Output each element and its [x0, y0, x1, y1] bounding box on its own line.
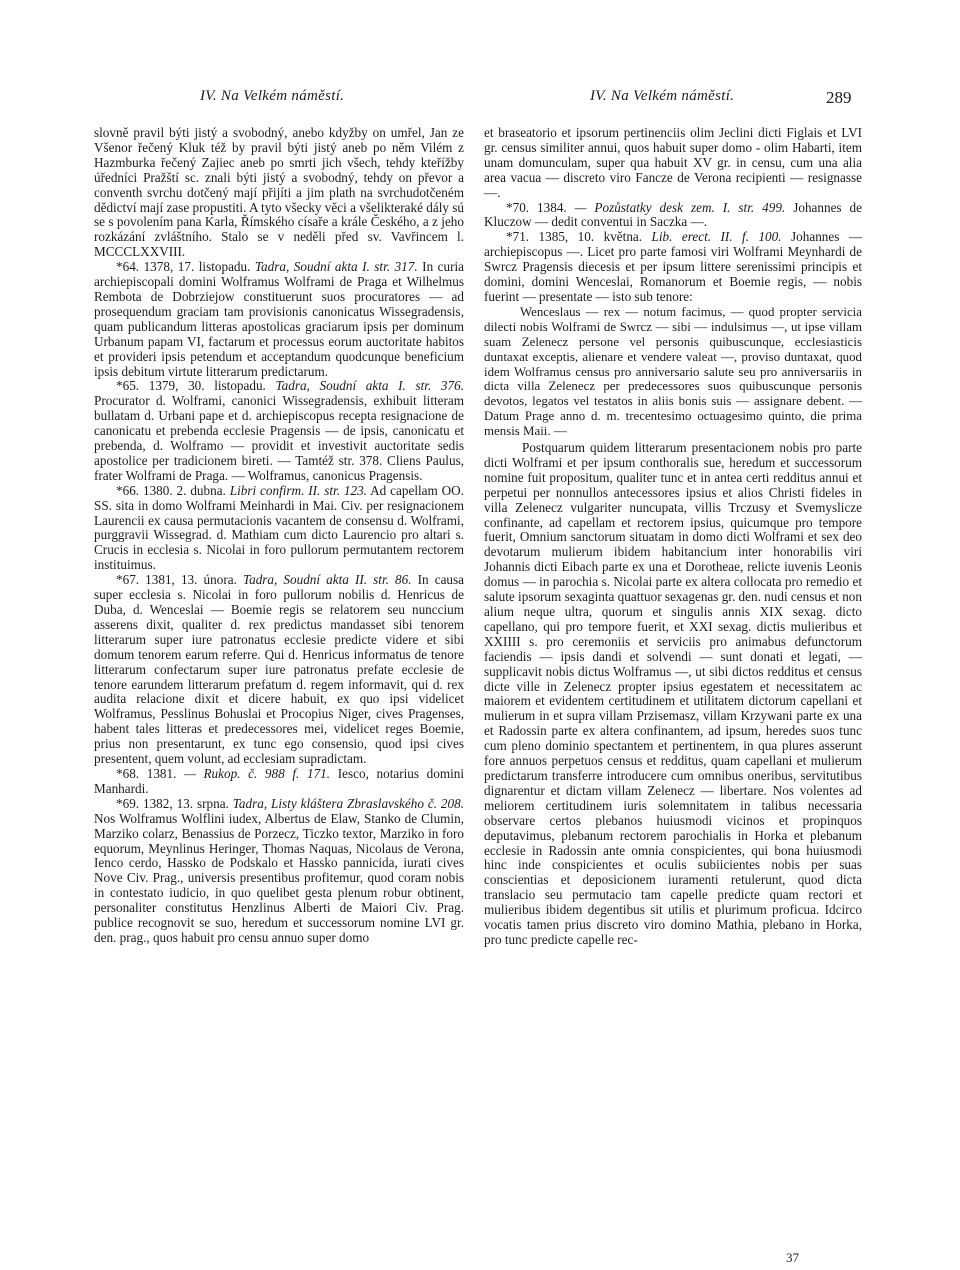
entry-heading: *66. 1380. 2. dubna.	[116, 482, 226, 498]
entry-source: Tadra, Soudní akta I. str. 317.	[254, 259, 418, 275]
register-entry	[94, 767, 464, 797]
entry-text: Ad capellam OO. SS. sita in domo Wolframi Meinhardi in Mai. Civ. per resignacionem Laurencii ex causa permutacionis vacantem de consensu d. Wolframi, purggravii Wissegrad. d. Mathiam cum dicto Laurencio pro altari s. Crucis in ecclesia s. Nicolai in foro pullorum permutantem rectorem instituimus.	[94, 482, 464, 573]
register-entry	[484, 201, 862, 231]
entry-source: — Rukop. č. 988 f. 171.	[184, 765, 331, 781]
paragraph	[484, 126, 862, 201]
signature-mark: 37	[786, 1250, 799, 1265]
running-head-left: IV. Na Velkém náměstí.	[200, 88, 345, 104]
right-text-column	[484, 126, 862, 948]
entry-text: Procurator d. Wolframi, canonici Wissegradensis, exhibuit litteram bullatam d. Urbani pape et d. archiepiscopus recepta resignacione de canonicatu et prebenda ecclesie Pragensis — de ipsis, canonicatu et prebenda, d. Wolframo — providit et investivit auctoritate sedis apostolice per tradicionem bireti. — Tamtéž str. 378. Cliens Paulus, frater Wolframi de Praga. — Wolframus, canonicus Pragensis.	[94, 393, 464, 483]
register-entry	[94, 260, 464, 379]
entry-heading: *67. 1381, 13. února.	[116, 572, 237, 588]
entry-text: In causa super ecclesia s. Nicolai in foro pullorum nobilis d. Henricus de Duba, d. Wenceslai — Boemie regis se relatorem seu nunccium asserens dixit, qualiter d. rex predictus mandasset sibi tenorem litterarum super iure patronatus ecclesie predicte videre et sibi domum tenorem earum referre. Qui d. Henricus informatus de tenore litterarum confectarum super iure patronatus prefate ecclesie de tenore earundem litterarum prefatum d. regem informavit, qui d. rex audita relacione dixit et dicere habuit, ex quo ipsi videlicet Wolframus, Pesslinus Bohuslai et Procopius Niger, cives Pragenses, habent tales litteras et predecessores mei, videlicet reges Boemie, prius non presentarunt, ex tunc ego consensio, quod ipsi cives presentent, quem volunt, ad ecclesiam supradictam.	[94, 572, 465, 767]
register-entry	[94, 484, 464, 573]
entry-heading: *65. 1379, 30. listopadu.	[116, 378, 266, 394]
register-entry	[484, 230, 862, 305]
entry-text: Johannes de Kluczow — dedit conventui in Saczka —.	[484, 199, 862, 230]
entry-text: Wenceslaus — rex — notum facimus, — quod propter servicia dilecti nobis Wolframi de Swrcz — sibi — indulsimus —, ut ipse villam suam Zelenecz persone vel personis quibuscunque, ecclesiasticis duntaxat exceptis, alienare et vendere valeat —, proviso duntaxat, quod idem Wolframus census pro anniversario salute seu pro anniversariis in dicta villa Zelenecz per predecessores suos quibuscunque personis devotos, legatos vel testatos in aliis bonis suis — assignare debent. — Datum Prage anno d. m. trecentesimo octuagesimo quinto, die prima mensis Maii. —	[484, 304, 862, 439]
entry-heading: *64. 1378, 17. listopadu.	[116, 259, 251, 275]
register-entry	[94, 573, 464, 767]
entry-heading: *68. 1381.	[116, 765, 177, 781]
entry-text: Nos Wolframus Wolflini iudex, Albertus de Elaw, Stanko de Clumin, Marziko colarz, Benassius de Porzecz, Ticzko textor, Marziko in foro equorum, Meynlinus Heringer, Thomas Naquas, Nicolaus de Verona, Ienco cerdo, Hassko de Podskalo et Hassko pannicida, iurati cives Nove Civ. Prag., universis presentibus profitemur, quod coram nobis in contestato iudicio, in quo quelibet gesta plenum robur obtinent, personaliter constitutus Henzlinus Alberti de Maiori Civ. Prag. publice recognovit se suo, heredum et successorum nomine LVI gr. den. prag., quos habuit pro censu annuo super domo	[94, 810, 464, 945]
entry-source: Libri confirm. II. str. 123.	[229, 482, 367, 498]
entry-source: Tadra, Soudní akta II. str. 86.	[242, 572, 412, 588]
page-number: 289	[826, 88, 852, 107]
entry-source: Tadra, Listy kláštera Zbraslavského č. 208.	[232, 795, 464, 811]
charter-excerpt	[484, 305, 862, 439]
register-entry	[94, 379, 464, 483]
entry-text: In curia archiepiscopali domini Wolframus Wolframi de Praga et Wilhelmus Rembota de Dobrziejow constituerunt suos procuratores — ad prosequendum graciam tam provisionis canonicatus Wissegradensis, quam publicandum litteras apostolicas graciarum ipsis per dominum Urbanum papam VI, factarum et processus eorum auctoritate habitos et provideri ipsis petendum et acceptandum quodcunque beneficium ipsis debitum virtute litterarum predictarum.	[94, 259, 465, 379]
paragraph	[94, 126, 464, 260]
running-head-right: IV. Na Velkém náměstí.	[590, 88, 735, 104]
left-text-column	[94, 126, 464, 946]
entry-source: Tadra, Soudní akta I. str. 376.	[275, 378, 464, 394]
entry-heading: *71. 1385, 10. května.	[506, 229, 643, 245]
entry-heading: *69. 1382, 13. srpna.	[116, 795, 229, 811]
entry-text: slovně pravil býti jistý a svobodný, anebo kdyžby on umřel, Jan ze Všenor řečený Kluk též by pravil býti jistý aneb po něm Vilém z Hazmburka řečený Zajiec aneb po smrti jich všech, tehdy kteřížby úředníci Pražští sc. znali býti jistý a svobodný, tehdy on převor a conventh svrchu dotčený mají přijíti a jim plath na svrchudotčeném dědictví mají zase propustiti. A tyto všecky věci a všelikteraké dály sú se s povolením pana Karla, Římského císaře a krále Českého, a z jeho rozkázání zvláštního. Stalo se v neděli před sv. Vavřincem l. MCCCLXXVIII.	[94, 125, 464, 260]
entry-text: et braseatorio et ipsorum pertinenciis olim Jeclini dicti Figlais et LVI gr. census similiter annui, quos habuit super domo - olim Habarti, item unam domunculam, super qua habuit XV gr. in censu, cum una alia area vacua — discreto viro Fancze de Verona recipienti — resignasse —.	[484, 125, 862, 200]
paragraph	[484, 441, 862, 948]
entry-source: Lib. erect. II. f. 100.	[651, 229, 782, 245]
entry-source: — Pozůstatky desk zem. I. str. 499.	[574, 199, 786, 215]
entry-heading: *70. 1384.	[506, 199, 567, 215]
entry-text: Johannes — archiepiscopus —. Licet pro parte famosi viri Wolframi Meynhardi de Swrcz Pragensis diecesis et per ipsum littere serenissimi principis et domini, domini Wenceslai, Romanorum et Boemie regis, — nobis fuerint — presentate — isto sub tenore:	[484, 229, 863, 304]
register-entry	[94, 797, 464, 946]
entry-text: Postquarum quidem litterarum presentacionem nobis pro parte dicti Wolframi et per ipsum conthoralis sue, heredum et successorum nomine fuit propositum, qualiter tunc et in antea certi redditus annui et perpetui per nonnullos antecessores ipsius et alios Christi fideles in villa Zelenecz vulgariter nuncupata, villis Trczusy et Svemyslicze confinante, ad capellam et rectorem ipsius, quicumque pro tempore fuerit, Omnium sanctorum situatam in domo dicti Wolframi et sex deo devotarum mulierum ibidem habitancium inter honorabilis viri Johannis dicti Eibach parte ex una et Dorotheae, relicte iuvenis Leonis domus — in parochia s. Nicolai parte ex altera collocata pro remedio et salute ipsorum sexaginta quattuor sexagenas gr. den. nudi census et non alium neque ultra, quorum et singulis annis XIX sexag. dicto capellano, qui pro tempore fuerit, et XXI sexag. dictis mulieribus et XXIIII s. pro ceremoniis et serviciis pro animabus defunctorum faciendis — ipsis dandi et solvendi — sunt donati et legati, — supplicavit nobis dictus Wolframus —, ut sibi dictos redditus et census dicte ville in Zelenecz propter ipsius egestatem et necessitatem ac maiorem et evidentem certitudinem et utilitatem dictorum capellani et mulierum in et supra villam Przisemasz, villam Krzywani parte ex una et Radossin parte ex altera confinantem, ad ipsum, heredes suos tunc cum pleno dominio spectantem et pertinentem, in qua plures asserunt fore annuos perpetuos census et redditus, quam capellani et mulierum predictarum transferre introducere cum omnibus oneribus, servitutibus dignarentur et dictam villam Zelenecz — libertare. Nos volentes ad meliorem certitudinem iuris solemnitatem in talibus necessaria observare certos plebanos huiusmodi vicinos et propinquos deputavimus, plebanum rectorem parochialis in Horka et plebanum ecclesie in Radossin ante omnia conspicientes, qui bona huiusmodi hinc inde conspicientes et oculis subiicientes nobis per suas conscientias et deposicionem iuramenti retulerunt, quod dicta translacio seu permutacio tam capelle predicte quam rectori et mulieribus ibidem degentibus sit utilis et plurimum proficua. Idcirco vocatis tamen prius discreto viro domino Mathia, plebano in Horka, pro tunc predicte capelle rec-	[484, 440, 862, 947]
entry-text: Iesco, notarius domini Manhardi.	[94, 765, 465, 796]
